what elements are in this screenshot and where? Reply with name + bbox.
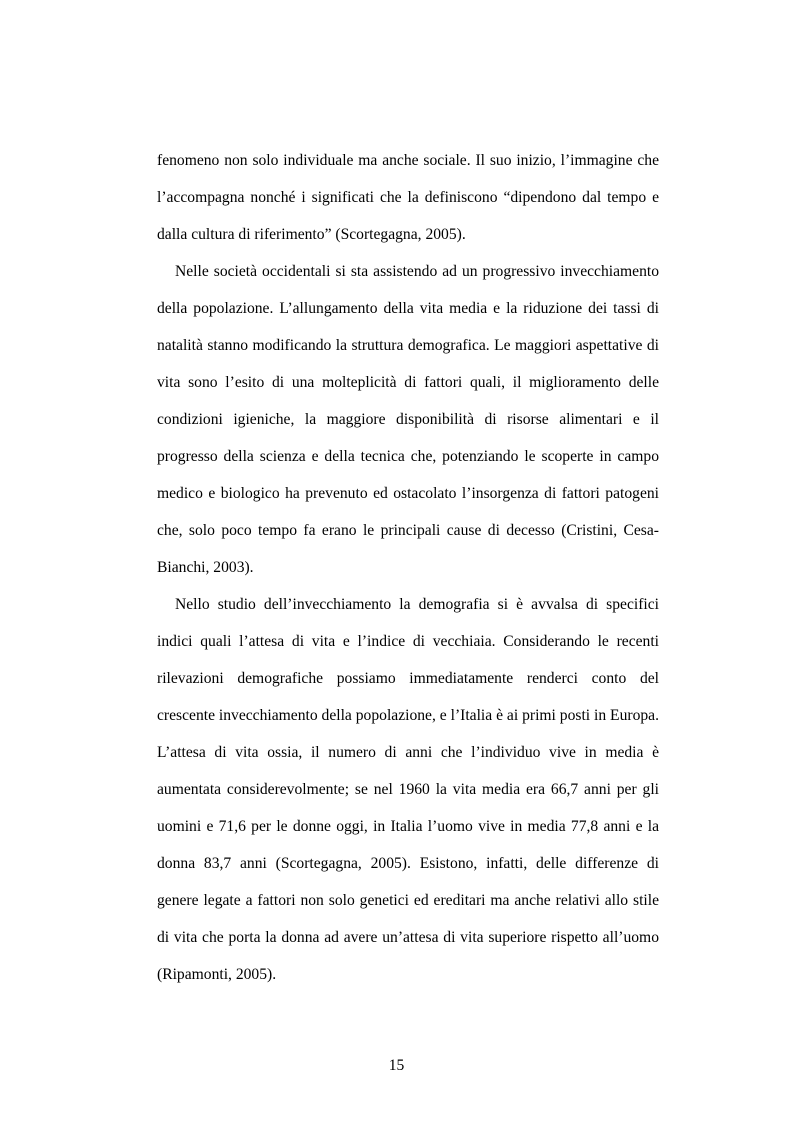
paragraph-2: Nelle società occidentali si sta assistendo ad un progressivo invecchiamento della popolazione. L’allungamento della vita media e la riduzione dei tassi di natalità stanno modificando la struttura demografica. Le maggiori aspettative di vita sono l’esito di una molteplicità di fattori quali, il miglioramento delle condizioni igieniche, la maggiore disponibilità di risorse alimentari e il progresso della scienza e della tecnica che, potenziando le scoperte in campo medico e biologico ha prevenuto ed ostacolato l’insorgenza di fattori patogeni che, solo poco tempo fa erano le principali cause di decesso (Cristini, Cesa-Bianchi, 2003).: [157, 263, 659, 576]
page-number: 15: [388, 1057, 405, 1074]
paragraph-1: fenomeno non solo individuale ma anche sociale. Il suo inizio, l’immagine che l’accompagna nonché i significati che la definiscono “dipendono dal tempo e dalla cultura di riferimento” (Scortegagna, 2005).: [157, 152, 659, 243]
paragraph-3: Nello studio dell’invecchiamento la demografia si è avvalsa di specifici indici quali l’attesa di vita e l’indice di vecchiaia. Considerando le recenti rilevazioni demografiche possiamo immediatamente renderci conto del crescente invecchiamento della popolazione, e l’Italia è ai primi posti in Europa. L’attesa di vita ossia, il numero di anni che l’individuo vive in media è aumentata considerevolmente; se nel 1960 la vita media era 66,7 anni per gli uomini e 71,6 per le donne oggi, in Italia l’uomo vive in media 77,8 anni e la donna 83,7 anni (Scortegagna, 2005). Esistono, infatti, delle differenze di genere legate a fattori non solo genetici ed ereditari ma anche relativi allo stile di vita che porta la donna ad avere un’attesa di vita superiore rispetto all’uomo (Ripamonti, 2005).: [157, 596, 659, 983]
body-text: [157, 142, 659, 993]
